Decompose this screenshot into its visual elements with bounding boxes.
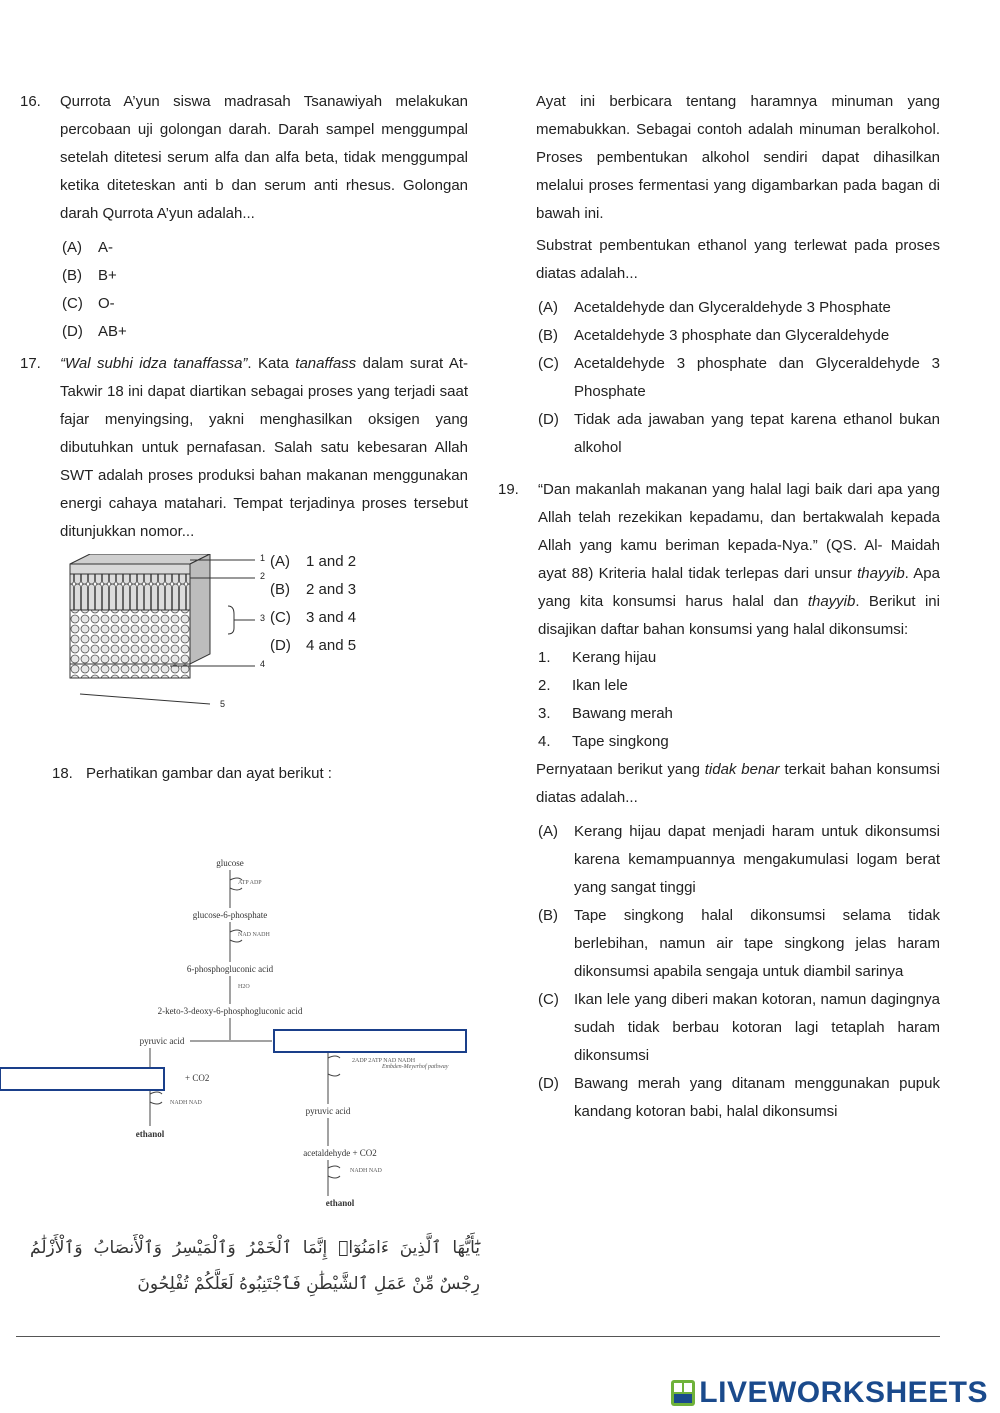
text-part: dalam surat At-Takwir 18 ini dapat diartikan sebagai proses yang terjadi saat fajar menyingsing, yakni menghasilkan oksigen yang dibutuhkan untuk pernafasan. Salah satu kebesaran Allah SWT adalah proses produksi bahan makanan menggunakan energi cahaya matahari. Tempat terjadinya proses tersebut ditunjukkan nomor...: [60, 355, 468, 540]
option-text: O-: [98, 295, 115, 312]
option-b: [538, 902, 940, 986]
option-text: B+: [98, 267, 117, 284]
question-text: Qurrota A’yun siswa madrasah Tsanawiyah melakukan percobaan uji golongan darah. Darah sampel menggumpal setelah ditetesi serum alfa dan alfa beta, tidak menggumpal ketika diteteskan anti b dan serum anti rhesus. Golongan darah Qurrota A’yun adalah...: [60, 93, 468, 222]
node-pyruvic-2: pyruvic acid: [305, 1106, 351, 1116]
term-text: thayyib: [857, 565, 905, 582]
quote-text: “Wal subhi idza tanaffassa”: [60, 355, 248, 372]
option-a: [62, 234, 468, 262]
option-text: Tape singkong halal dikonsumsi selama tidak berlebihan, namun air tape singkong jelas haram dikonsumsi apabila sengaja untuk diambil sarinya: [574, 907, 940, 980]
node-g6p: glucose-6-phosphate: [192, 910, 268, 920]
option-text: Ikan lele yang diberi makan kotoran, namun dagingnya sudah tidak berbau kotoran lagi tetaplah haram dikonsumsi: [574, 991, 940, 1064]
option-d: [538, 1070, 940, 1126]
question-text: [60, 350, 468, 546]
option-c: [538, 986, 940, 1070]
list-item: [538, 644, 940, 672]
option-label: (D): [270, 637, 291, 654]
option-d: [62, 318, 468, 346]
text-part: Pernyataan berikut yang: [536, 761, 705, 778]
option-c: [270, 604, 356, 632]
figure-label-5: 5: [220, 699, 226, 709]
option-text: Kerang hijau dapat menjadi haram untuk dikonsumsi karena kemampuannya mengakumulasi logam berat yang sangat tinggi: [574, 823, 940, 896]
option-label: (C): [538, 991, 559, 1008]
option-label: (A): [538, 299, 558, 316]
label-nad: NAD NADH: [238, 932, 270, 938]
item-number: 3.: [538, 705, 551, 722]
option-c: [538, 350, 940, 406]
option-b: [270, 576, 356, 604]
question-number: 18.: [52, 765, 73, 782]
left-column: [20, 88, 468, 788]
item-text: Tape singkong: [572, 733, 669, 750]
list-item: [538, 672, 940, 700]
option-text: Acetaldehyde dan Glyceraldehyde 3 Phosphate: [574, 299, 891, 316]
options-17: [270, 548, 356, 660]
option-label: (B): [270, 581, 290, 598]
q19-statement: [498, 756, 940, 812]
option-label: (A): [62, 239, 82, 256]
node-6pg: 6-phosphogluconic acid: [186, 964, 274, 974]
option-text: 4 and 5: [306, 637, 357, 654]
item-number: 2.: [538, 677, 551, 694]
fermentation-diagram: [0, 850, 480, 1220]
footer-divider: [16, 1336, 940, 1337]
option-c: [62, 290, 468, 318]
question-text: [538, 476, 940, 644]
option-label: (C): [538, 355, 559, 372]
label-h2o: H2O: [238, 984, 250, 990]
option-text: 2 and 3: [306, 581, 357, 598]
item-number: 1.: [538, 649, 551, 666]
question-16: [20, 88, 468, 228]
answer-box-right[interactable]: [274, 1030, 466, 1052]
option-text: 1 and 2: [306, 553, 357, 570]
item-text: Kerang hijau: [572, 649, 657, 666]
option-text: Bawang merah yang ditanam menggunakan pupuk kandang kotoran babi, halal dikonsumsi: [574, 1075, 940, 1120]
option-d: [538, 406, 940, 462]
node-ethanol-2: ethanol: [325, 1198, 355, 1208]
item-text: Ikan lele: [572, 677, 628, 694]
figure-label-3: 3: [260, 613, 266, 623]
question-number: 17.: [20, 355, 41, 372]
option-b: [538, 322, 940, 350]
figure-label-4: 4: [260, 659, 266, 669]
consumption-list: [538, 644, 940, 756]
question-number: 16.: [20, 93, 41, 110]
option-a: [538, 294, 940, 322]
option-text: Tidak ada jawaban yang tepat karena ethanol bukan alkohol: [574, 411, 940, 456]
brand-badge-icon: [671, 1380, 695, 1406]
option-text: Acetaldehyde 3 phosphate dan Glyceraldehyde: [574, 327, 890, 344]
text-part: “Dan makanlah makanan yang halal lagi baik dari apa yang Allah telah rezekikan kepadamu, dan bertakwalah kepada Allah yang kamu beriman kepada-Nya.” (QS. Al- Maidah ayat 88) Kriteria halal tidak terlepas dari unsur: [538, 481, 940, 582]
options-18: [538, 294, 940, 462]
brand-name: LIVEWORKSHEETS: [699, 1376, 988, 1409]
label-atp-adp: ATP ADP: [238, 880, 262, 886]
question-text: Perhatikan gambar dan ayat berikut :: [86, 765, 332, 782]
question-19: [498, 476, 940, 644]
right-column: [498, 88, 940, 1126]
text-part: . Berikut ini disajikan daftar bahan konsumsi yang halal dikonsumsi:: [538, 593, 940, 638]
option-label: (C): [270, 609, 291, 626]
label-nadh-nad: NADH NAD: [170, 1100, 202, 1106]
option-label: (D): [538, 1075, 559, 1092]
option-text: A-: [98, 239, 113, 256]
option-text: AB+: [98, 323, 127, 340]
option-text: Acetaldehyde 3 phosphate dan Glyceraldehyde 3 Phosphate: [574, 355, 940, 400]
options-19: [538, 818, 940, 1126]
node-pyruvic: pyruvic acid: [139, 1036, 185, 1046]
option-label: (B): [62, 267, 82, 284]
text-part: . Kata: [247, 355, 296, 372]
leaf-cross-section-figure: [20, 554, 468, 724]
option-label: (B): [538, 327, 558, 344]
leaf-diagram: [60, 554, 260, 724]
option-a: [538, 818, 940, 902]
question-18: [20, 760, 468, 788]
q18-question: Substrat pembentukan ethanol yang terlewat pada proses diatas adalah...: [536, 237, 940, 282]
option-a: [270, 548, 356, 576]
node-acetaldehyde: acetaldehyde + CO2: [303, 1148, 377, 1158]
list-item: [538, 728, 940, 756]
answer-box-left[interactable]: [0, 1068, 164, 1090]
node-glucose: glucose: [216, 858, 244, 868]
option-label: (C): [62, 295, 83, 312]
text-part: terkait bahan konsumsi diatas adalah...: [536, 761, 941, 806]
label-cofactors: 2ADP 2ATP NAD NADH: [352, 1058, 416, 1064]
node-kdpg: 2-keto-3-deoxy-6-phosphogluconic acid: [157, 1006, 303, 1016]
options-16: [62, 234, 468, 346]
term-text: tidak benar: [704, 761, 780, 778]
term-text: thayyib: [807, 593, 856, 610]
option-label: (A): [270, 553, 290, 570]
option-d: [270, 632, 356, 660]
label-embden: Embden-Meyerhof pathway: [382, 1064, 449, 1070]
node-co2: + CO2: [185, 1073, 210, 1083]
option-text: 3 and 4: [306, 609, 357, 626]
option-label: (D): [62, 323, 83, 340]
option-label: (A): [538, 823, 558, 840]
list-item: [538, 700, 940, 728]
figure-label-2: 2: [260, 571, 266, 581]
question-number: 19.: [498, 481, 519, 498]
option-label: (B): [538, 907, 558, 924]
figure-label-1: 1: [260, 553, 266, 563]
quran-verse: يَٰٓأَيُّهَا ٱلَّذِينَ ءَامَنُوٓا۟ إِنَّمَا ٱلْخَمْرُ وَٱلْمَيْسِرُ وَٱلْأَنصَابُ وَٱلْأَزْلَٰمُ رِجْسٌ مِّنْ عَمَلِ ٱلشَّيْطَٰنِ فَٱجْتَنِبُوهُ لَعَلَّكُمْ تُفْلِحُونَ: [30, 1238, 480, 1294]
brand-logo: [671, 1376, 988, 1410]
label-nadh-nad-2: NADH NAD: [350, 1168, 382, 1174]
node-ethanol: ethanol: [135, 1129, 165, 1139]
option-b: [62, 262, 468, 290]
q18-continuation: Ayat ini berbicara tentang haramnya minuman yang memabukkan. Sebagai contoh adalah minuman beralkohol. Proses pembentukan alkohol sendiri dapat dihasilkan melalui proses fermentasi yang digambarkan pada bagan di bawah ini.: [536, 93, 940, 222]
term-text: tanaffass: [295, 355, 357, 372]
question-17: [20, 350, 468, 546]
text-part: . Apa yang kita konsumsi harus halal dan: [538, 565, 940, 610]
item-number: 4.: [538, 733, 551, 750]
option-label: (D): [538, 411, 559, 428]
item-text: Bawang merah: [572, 705, 673, 722]
